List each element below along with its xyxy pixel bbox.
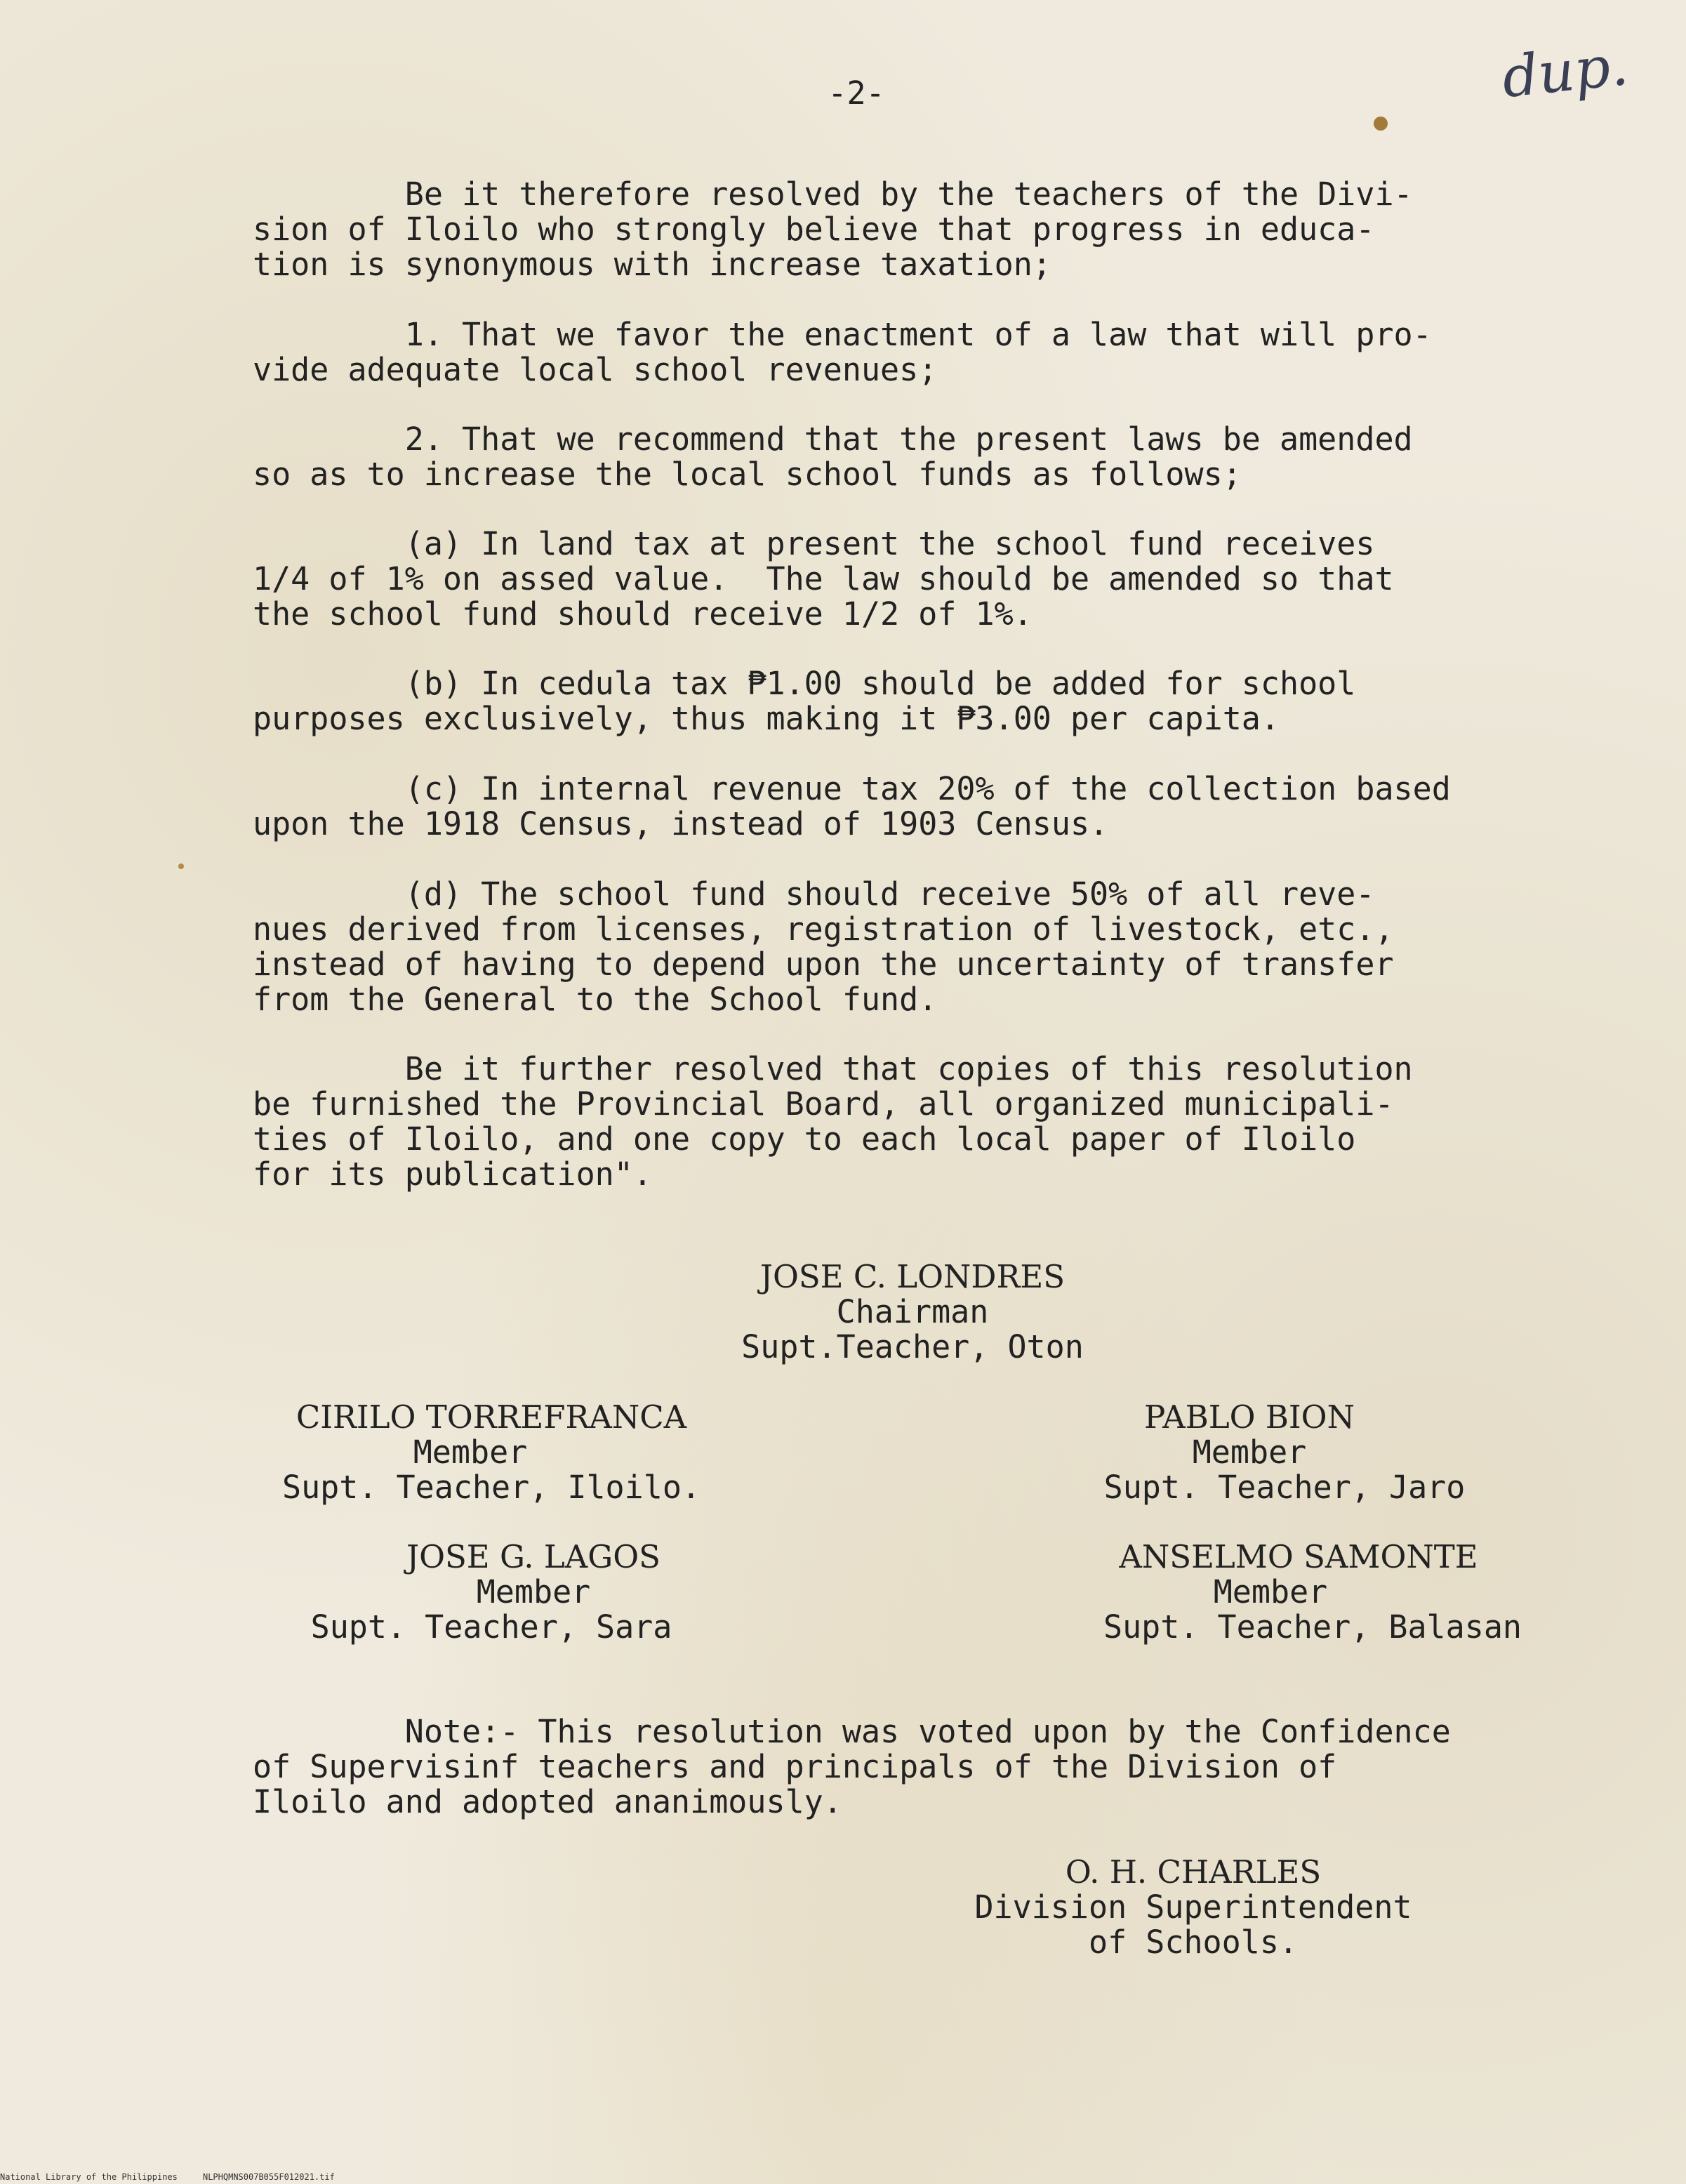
paragraph-line: (a) In land tax at present the school fund receives: [253, 525, 1375, 562]
signatory-name: ANSELMO SAMONTE: [1119, 1538, 1478, 1575]
signatory-role: Member: [1192, 1434, 1307, 1471]
paragraph-line: vide adequate local school revenues;: [253, 351, 938, 388]
paragraph-line: 2. That we recommend that the present laws be amended: [253, 421, 1413, 458]
note-line: Iloilo and adopted ananimously.: [253, 1783, 842, 1820]
signatory-name: CIRILO TORREFRANCA: [296, 1398, 687, 1436]
signatory-place: Supt. Teacher, Iloilo.: [281, 1469, 701, 1506]
signatory-place: Supt. Teacher, Balasan: [1103, 1608, 1522, 1646]
paragraph-line: (b) In cedula tax ₱1.00 should be added for school: [253, 665, 1356, 702]
paragraph-line: be furnished the Provincial Board, all organized municipali-: [253, 1085, 1394, 1123]
ink-spot: [178, 863, 184, 869]
ink-spot: [1374, 117, 1388, 131]
paragraph-line: 1. That we favor the enactment of a law that will pro-: [253, 316, 1432, 353]
paragraph-line: (c) In internal revenue tax 20% of the collection based: [253, 770, 1451, 807]
signatory-role: Member: [1213, 1573, 1328, 1610]
signatory-role: Member: [413, 1434, 528, 1471]
handwritten-annotation: dup.: [1499, 32, 1631, 111]
paragraph-line: instead of having to depend upon the uncertainty of transfer: [253, 946, 1394, 983]
signatory-name: JOSE C. LONDRES: [759, 1258, 1066, 1295]
signatory-role: Chairman: [836, 1293, 989, 1330]
paragraph-line: sion of Iloilo who strongly believe that progress in educa-: [253, 211, 1375, 248]
paragraph-line: purposes exclusively, thus making it ₱3.00 per capita.: [253, 700, 1280, 737]
signatory-role: Member: [476, 1573, 591, 1610]
paragraph-line: ties of Iloilo, and one copy to each local paper of Iloilo: [253, 1120, 1356, 1158]
scan-footer: National Library of the Philippines NLPHQMNS007B055F012021.tif: [0, 2172, 335, 2182]
signatory-role: Division Superintendent: [974, 1888, 1412, 1926]
paragraph-line: Be it therefore resolved by the teachers of the Divi-: [253, 176, 1413, 213]
signatory-name: JOSE G. LAGOS: [406, 1538, 661, 1575]
note-line: of Supervisinf teachers and principals of the Division of: [253, 1748, 1337, 1785]
signatory-name: PABLO BION: [1144, 1398, 1355, 1436]
paragraph-line: tion is synonymous with increase taxation;: [253, 246, 1051, 283]
paragraph-line: 1/4 of 1% on assed value. The law should be amended so that: [253, 560, 1394, 597]
paragraph-line: the school fund should receive 1/2 of 1%.: [253, 595, 1033, 633]
paragraph-line: upon the 1918 Census, instead of 1903 Census.: [253, 805, 1109, 842]
signatory-place: of Schools.: [1088, 1924, 1298, 1961]
paragraph-line: (d) The school fund should receive 50% of all reve-: [253, 875, 1375, 913]
signatory-name: O. H. CHARLES: [1065, 1853, 1322, 1891]
page-number: -2-: [828, 74, 885, 112]
paragraph-line: from the General to the School fund.: [253, 981, 938, 1018]
paragraph-line: nues derived from licenses, registration of livestock, etc.,: [253, 911, 1394, 948]
note-line: Note:- This resolution was voted upon by the Confidence: [253, 1713, 1451, 1750]
signatory-place: Supt.Teacher, Oton: [741, 1328, 1084, 1365]
paragraph-line: Be it further resolved that copies of this resolution: [253, 1050, 1413, 1087]
signatory-place: Supt. Teacher, Jaro: [1103, 1469, 1466, 1506]
signatory-place: Supt. Teacher, Sara: [310, 1608, 672, 1646]
paragraph-line: so as to increase the local school funds as follows;: [253, 456, 1242, 493]
paragraph-line: for its publication".: [253, 1156, 652, 1193]
